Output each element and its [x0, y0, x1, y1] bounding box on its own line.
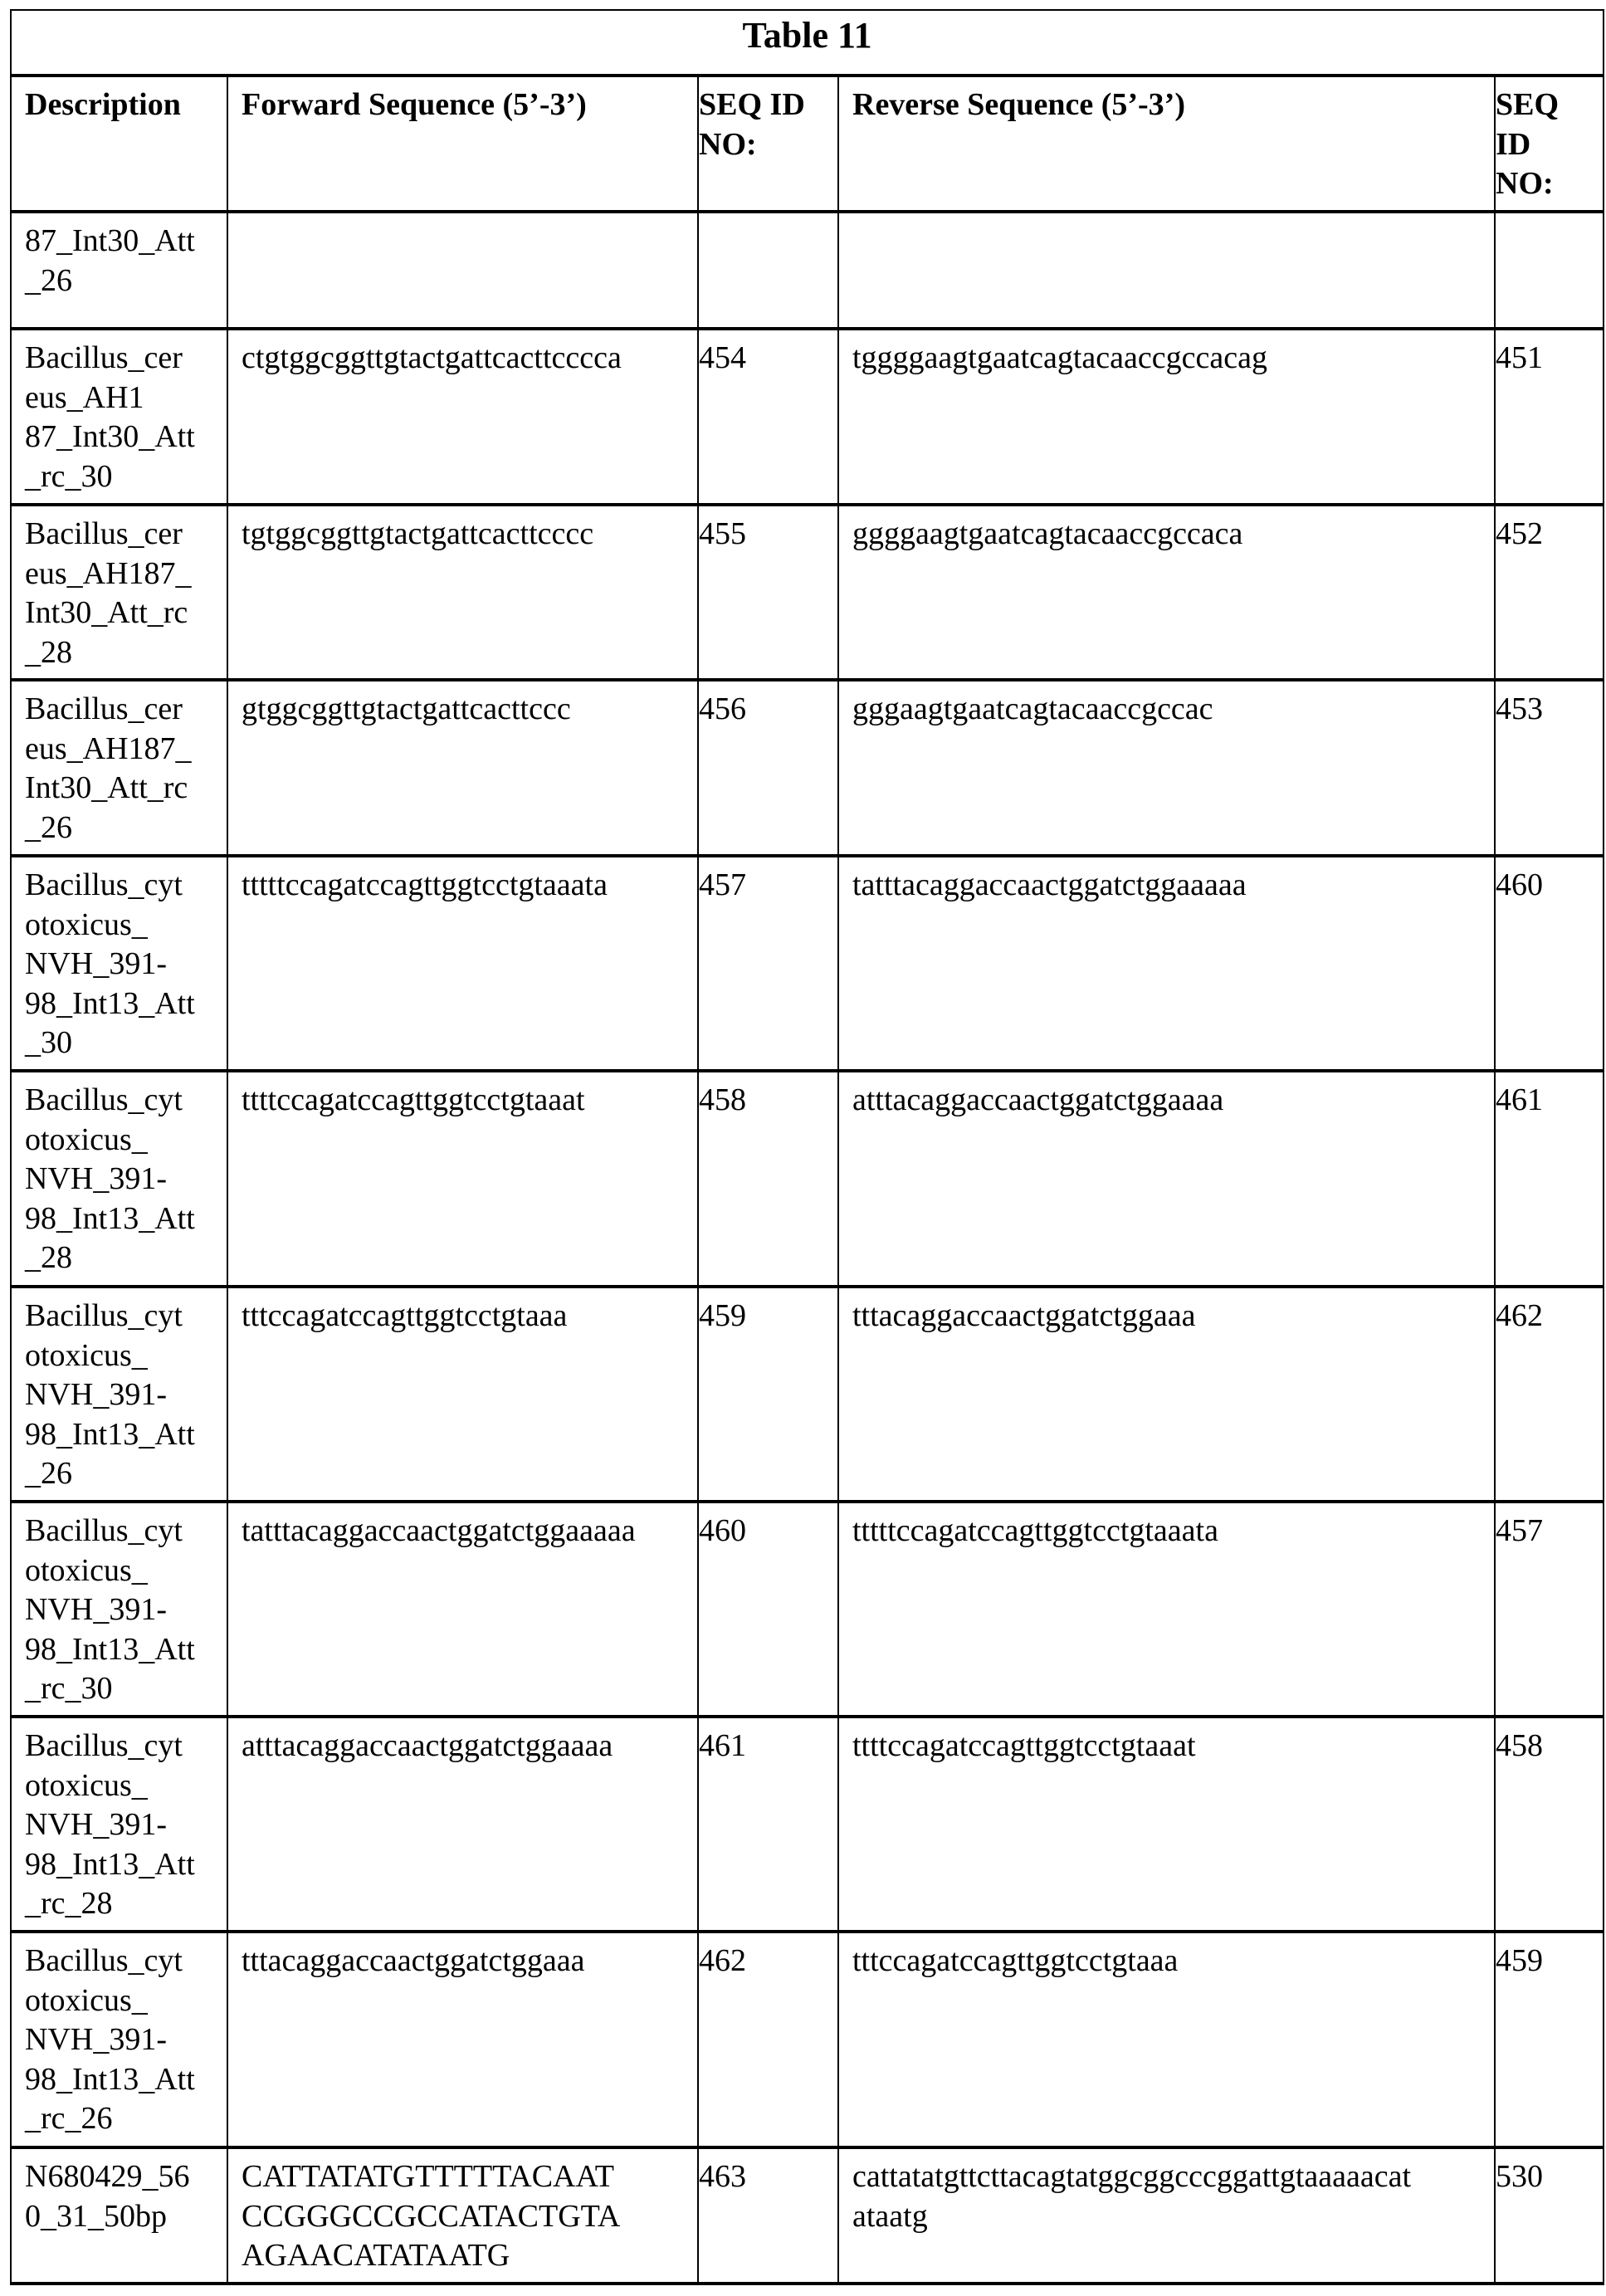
reverse-seq-id-cell: 457	[1495, 1502, 1604, 1717]
forward-sequence-cell: ctgtggcggttgtactgattcacttcccca	[227, 329, 698, 505]
forward-sequence-cell: tttacaggaccaactggatctggaaa	[227, 1932, 698, 2147]
forward-seq-id-cell: 463	[698, 2147, 838, 2284]
description-cell: Bacillus_cer eus_AH187_ Int30_Att_rc _26	[11, 680, 227, 856]
description-cell: Bacillus_cer eus_AH1 87_Int30_Att _rc_30	[11, 329, 227, 505]
table-row	[11, 1932, 1604, 2147]
table-row	[11, 329, 1604, 505]
description-cell: Bacillus_cyt otoxicus_ NVH_391- 98_Int13_Att _30	[11, 856, 227, 1071]
forward-seq-id-cell: 454	[698, 329, 838, 505]
description-cell: Bacillus_cyt otoxicus_ NVH_391- 98_Int13_Att _28	[11, 1071, 227, 1287]
forward-seq-id-cell: 462	[698, 1932, 838, 2147]
description-cell: Bacillus_cyt otoxicus_ NVH_391- 98_Int13_Att _rc_26	[11, 1932, 227, 2147]
reverse-seq-id-cell	[1495, 212, 1604, 329]
forward-sequence-cell: atttacaggaccaactggatctggaaaa	[227, 1717, 698, 1932]
table-row	[11, 2147, 1604, 2284]
forward-sequence-cell: tttttccagatccagttggtcctgtaaata	[227, 856, 698, 1071]
table-row	[11, 505, 1604, 680]
header-reverse-sequence: Reverse Sequence (5’-3’)	[838, 76, 1495, 212]
reverse-seq-id-cell: 461	[1495, 1071, 1604, 1287]
forward-sequence-cell	[227, 212, 698, 329]
description-cell: 87_Int30_Att _26	[11, 212, 227, 329]
reverse-sequence-cell: ttttccagatccagttggtcctgtaaat	[838, 1717, 1495, 1932]
reverse-seq-id-cell: 459	[1495, 1932, 1604, 2147]
reverse-seq-id-cell: 460	[1495, 856, 1604, 1071]
reverse-sequence-cell: tggggaagtgaatcagtacaaccgccacag	[838, 329, 1495, 505]
table-title-row	[11, 10, 1604, 76]
reverse-sequence-cell: gggaagtgaatcagtacaaccgccac	[838, 680, 1495, 856]
description-cell: Bacillus_cyt otoxicus_ NVH_391- 98_Int13_Att _26	[11, 1287, 227, 1502]
header-reverse-seq-id: SEQ ID NO:	[1495, 76, 1604, 212]
table-row	[11, 1717, 1604, 1932]
reverse-seq-id-cell: 453	[1495, 680, 1604, 856]
table-row	[11, 1071, 1604, 1287]
reverse-seq-id-cell: 530	[1495, 2147, 1604, 2284]
table-row	[11, 1502, 1604, 1717]
header-forward-seq-id: SEQ ID NO:	[698, 76, 838, 212]
reverse-sequence-cell: ggggaagtgaatcagtacaaccgccaca	[838, 505, 1495, 680]
header-description: Description	[11, 76, 227, 212]
header-forward-sequence: Forward Sequence (5’-3’)	[227, 76, 698, 212]
reverse-sequence-cell: tttacaggaccaactggatctggaaa	[838, 1287, 1495, 1502]
table-row	[11, 212, 1604, 329]
forward-sequence-cell: tttccagatccagttggtcctgtaaa	[227, 1287, 698, 1502]
description-cell: Bacillus_cyt otoxicus_ NVH_391- 98_Int13_Att _rc_30	[11, 1502, 227, 1717]
forward-sequence-cell: ttttccagatccagttggtcctgtaaat	[227, 1071, 698, 1287]
reverse-seq-id-cell: 452	[1495, 505, 1604, 680]
reverse-sequence-cell: cattatatgttcttacagtatggcggcccggattgtaaaaacat ataatg	[838, 2147, 1495, 2284]
forward-seq-id-cell: 460	[698, 1502, 838, 1717]
forward-seq-id-cell: 459	[698, 1287, 838, 1502]
header-row	[11, 76, 1604, 212]
forward-seq-id-cell: 457	[698, 856, 838, 1071]
forward-seq-id-cell	[698, 212, 838, 329]
sequence-table	[10, 9, 1604, 2285]
forward-seq-id-cell: 455	[698, 505, 838, 680]
forward-seq-id-cell: 461	[698, 1717, 838, 1932]
table-row	[11, 1287, 1604, 1502]
forward-seq-id-cell: 456	[698, 680, 838, 856]
description-cell: N680429_56 0_31_50bp	[11, 2147, 227, 2284]
reverse-sequence-cell	[838, 212, 1495, 329]
reverse-sequence-cell: atttacaggaccaactggatctggaaaa	[838, 1071, 1495, 1287]
forward-sequence-cell: tgtggcggttgtactgattcacttcccc	[227, 505, 698, 680]
forward-seq-id-cell: 458	[698, 1071, 838, 1287]
forward-sequence-cell: CATTATATGTTTTTACAAT CCGGGCCGCCATACTGTA AGAACATATAATG	[227, 2147, 698, 2284]
reverse-sequence-cell: tttccagatccagttggtcctgtaaa	[838, 1932, 1495, 2147]
table-row	[11, 856, 1604, 1071]
description-cell: Bacillus_cer eus_AH187_ Int30_Att_rc _28	[11, 505, 227, 680]
reverse-sequence-cell: tttttccagatccagttggtcctgtaaata	[838, 1502, 1495, 1717]
forward-sequence-cell: gtggcggttgtactgattcacttccc	[227, 680, 698, 856]
table-title: Table 11	[11, 10, 1604, 76]
forward-sequence-cell: tatttacaggaccaactggatctggaaaaa	[227, 1502, 698, 1717]
description-cell: Bacillus_cyt otoxicus_ NVH_391- 98_Int13_Att _rc_28	[11, 1717, 227, 1932]
reverse-seq-id-cell: 462	[1495, 1287, 1604, 1502]
reverse-seq-id-cell: 451	[1495, 329, 1604, 505]
reverse-seq-id-cell: 458	[1495, 1717, 1604, 1932]
table-row	[11, 680, 1604, 856]
reverse-sequence-cell: tatttacaggaccaactggatctggaaaaa	[838, 856, 1495, 1071]
